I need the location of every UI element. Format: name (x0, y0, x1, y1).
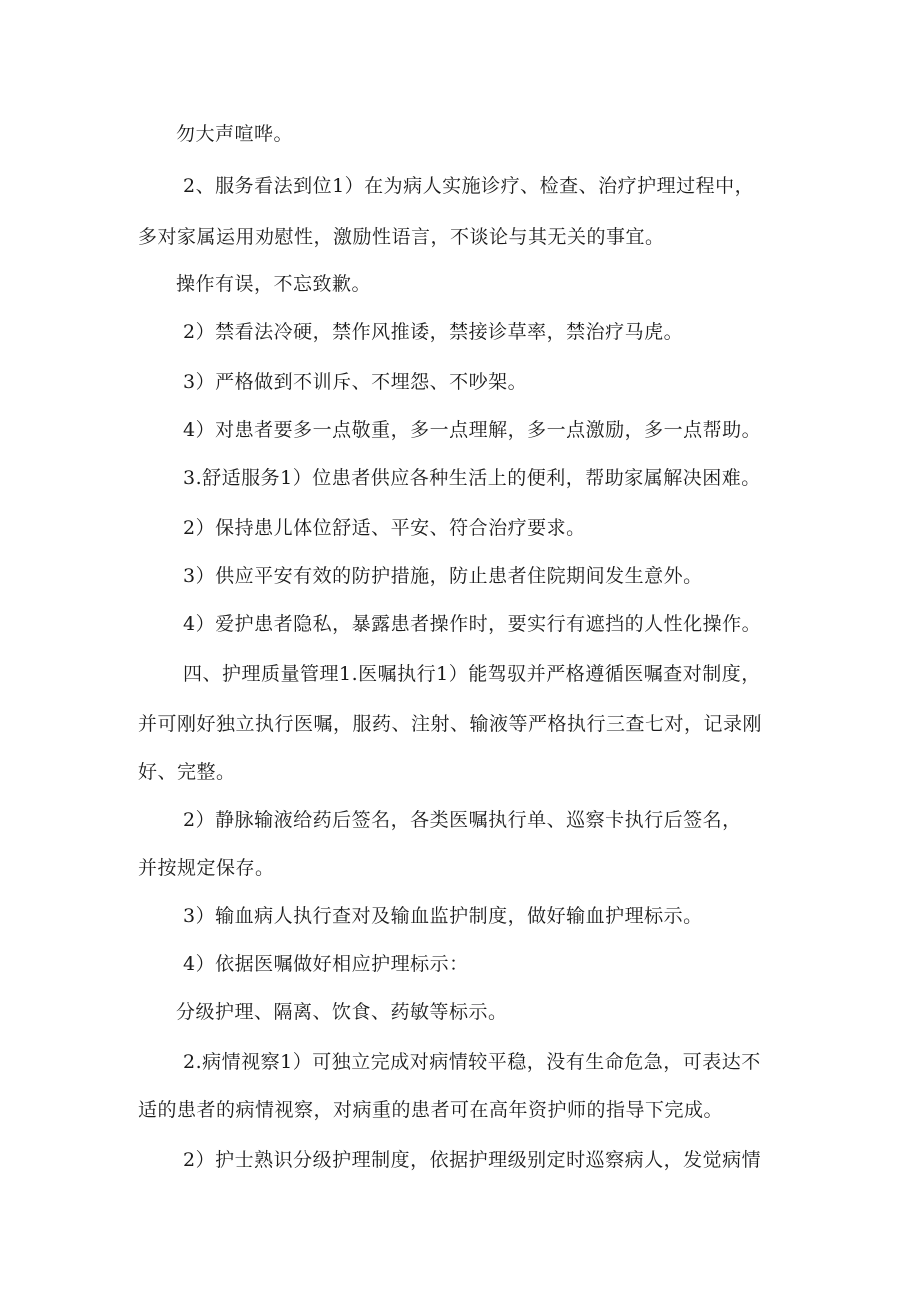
text-line: 好、完整。 (138, 761, 236, 783)
text-line: 4）依据医嘱做好相应护理标示： (183, 953, 469, 975)
text-line: 适的患者的病情视察，对病重的患者可在高年资护师的指导下完成。 (138, 1099, 724, 1121)
text-line: 2.病情视察1）可独立完成对病情较平稳，没有生命危急，可表达不 (183, 1051, 761, 1073)
text-line: 分级护理、隔离、饮食、药敏等标示。 (176, 1001, 508, 1023)
text-line: 2）禁看法冷硬，禁作风推诿，禁接诊草率，禁治疗马虎。 (183, 321, 684, 343)
text-line: 勿大声喧哗。 (176, 123, 294, 145)
text-line: 4）对患者要多一点敬重，多一点理解，多一点激励，多一点帮助。 (183, 419, 762, 441)
text-line: 四、护理质量管理1.医嘱执行1）能驾驭并严格遵循医嘱查对制度， (183, 663, 761, 685)
text-line: 2）护士熟识分级护理制度，依据护理级别定时巡察病人，发觉病情 (183, 1149, 762, 1171)
text-line: 3.舒适服务1）位患者供应各种生活上的便利，帮助家属解决困难。 (183, 467, 761, 489)
text-line: 3）严格做到不训斥、不埋怨、不吵架。 (183, 371, 528, 393)
text-line: 2、服务看法到位1）在为病人实施诊疗、检查、治疗护理过程中， (183, 175, 755, 197)
text-line: 多对家属运用劝慰性，激励性语言，不谈论与其无关的事宜。 (138, 226, 665, 248)
text-line: 操作有误，不忘致歉。 (176, 273, 372, 295)
text-line: 3）输血病人执行查对及输血监护制度，做好输血护理标示。 (183, 905, 703, 927)
text-line: 并可刚好独立执行医嘱，服药、注射、输液等严格执行三查七对，记录刚 (138, 713, 763, 735)
text-line: 2）保持患儿体位舒适、平安、符合治疗要求。 (183, 517, 586, 539)
text-line: 4）爱护患者隐私，暴露患者操作时，要实行有遮挡的人性化操作。 (183, 613, 762, 635)
text-line: 3）供应平安有效的防护措施，防止患者住院期间发生意外。 (183, 565, 703, 587)
text-line: 2）静脉输液给药后签名，各类医嘱执行单、巡察卡执行后签名， (183, 809, 742, 831)
text-line: 并按规定保存。 (138, 857, 275, 879)
